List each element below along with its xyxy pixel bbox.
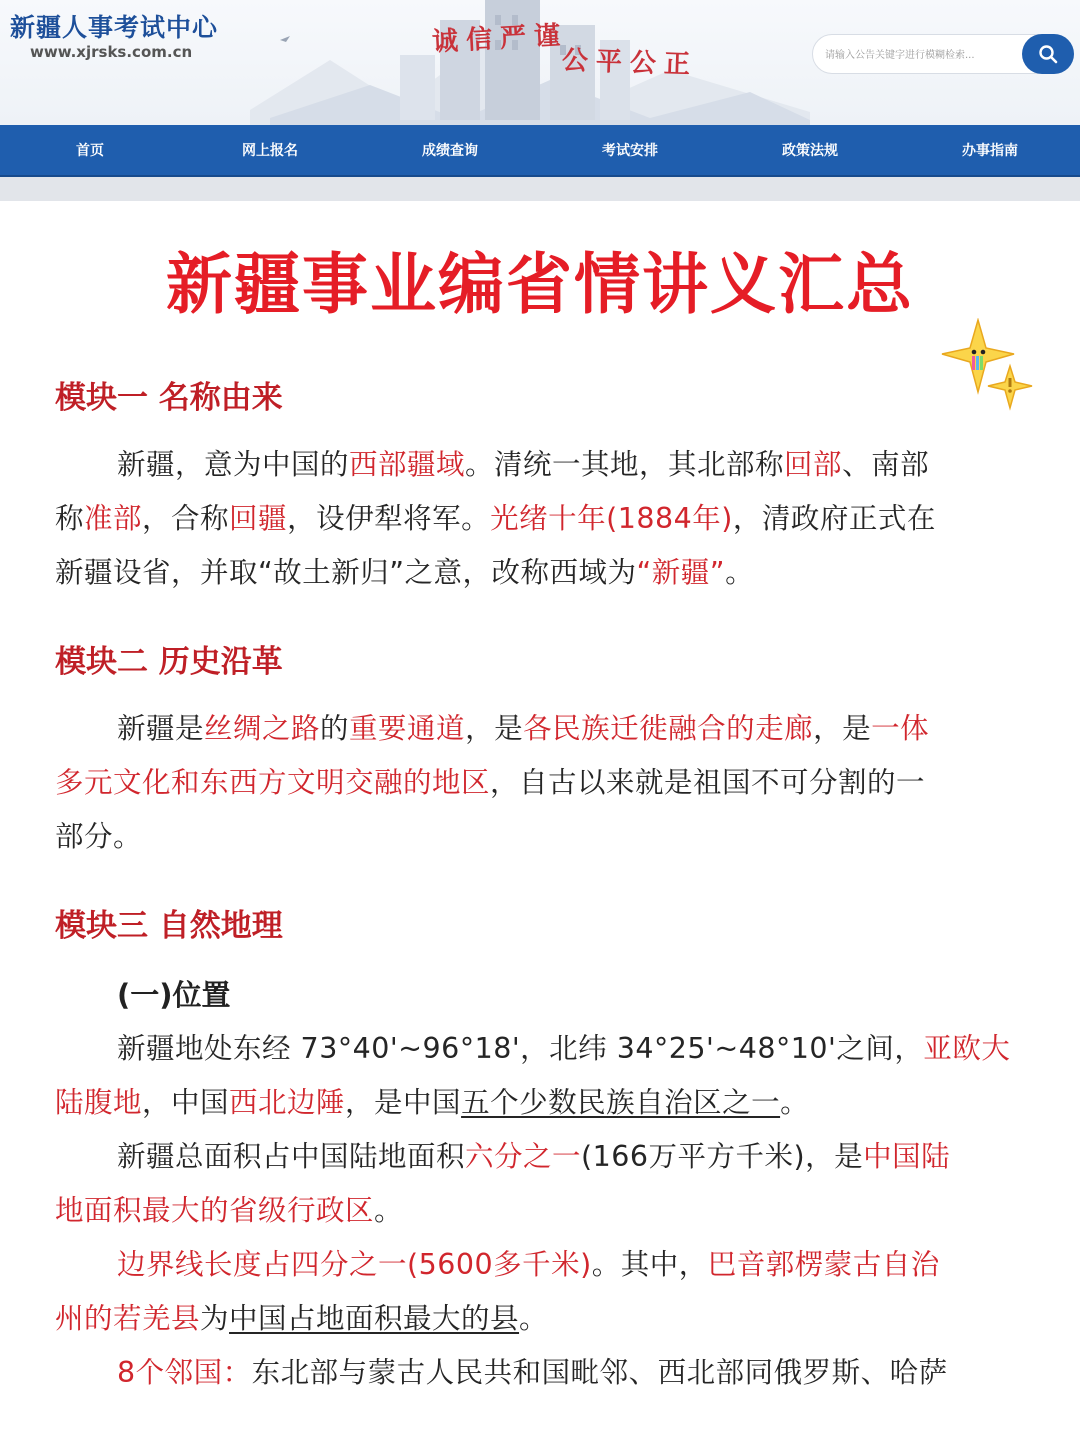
- text-segment: 。其中，: [591, 1248, 708, 1281]
- text-segment: 为: [200, 1302, 230, 1335]
- text-line: [55, 702, 1015, 756]
- text-segment: 。: [374, 1194, 404, 1227]
- text-segment: 新疆设省，并取“故土新归”之意，改称西域为: [55, 556, 637, 589]
- nav-item-home[interactable]: 首页: [76, 143, 104, 159]
- highlight-text: 亚欧大: [923, 1032, 1011, 1065]
- highlight-text: 光绪十年(1884年): [490, 502, 733, 535]
- nav-item-policies[interactable]: 政策法规: [782, 143, 838, 159]
- highlight-text: 准部: [84, 502, 143, 535]
- text-segment: 新疆，意为中国的: [117, 448, 350, 481]
- text-segment: ，中国: [142, 1086, 230, 1119]
- sparkle-stars-icon: [940, 318, 1035, 413]
- search-icon: [1038, 44, 1058, 64]
- text-line: [55, 546, 1015, 600]
- text-line: [55, 1292, 1015, 1346]
- text-line: [55, 1076, 1015, 1130]
- text-segment: 东北部与蒙古人民共和国毗邻、西北部同俄罗斯、哈萨: [251, 1356, 948, 1389]
- text-segment: 部分。: [55, 820, 143, 853]
- text-segment: ，设伊犁将军。: [287, 502, 491, 535]
- module-1-paragraph-cont: [55, 492, 1015, 600]
- text-segment: 。: [519, 1302, 549, 1335]
- slogan-integrity: 诚信严谨: [431, 20, 569, 58]
- underlined-text: 五个少数民族自治区之一: [461, 1086, 781, 1119]
- site-header: [0, 0, 1080, 125]
- highlight-text: 多元文化和东西方文明交融的地区: [55, 766, 491, 799]
- text-segment: 。清统一其地，其北部称: [465, 448, 785, 481]
- text-segment: 新疆地处东经 73°40'~96°18'，北纬 34°25'~48°10'之间，: [117, 1032, 924, 1065]
- highlight-text: “新疆”: [636, 556, 726, 589]
- text-line: [55, 810, 1015, 864]
- text-line: [55, 1238, 1015, 1292]
- text-segment: 的: [320, 712, 350, 745]
- text-segment: ，是中国: [345, 1086, 462, 1119]
- text-line: [55, 1346, 1015, 1400]
- site-name[interactable]: 新疆人事考试中心: [10, 13, 219, 42]
- highlight-text: 六分之一: [465, 1140, 582, 1173]
- module-1-paragraph: [55, 438, 1015, 492]
- text-line: [55, 438, 1015, 492]
- module-3-paragraphs: [55, 1022, 1015, 1400]
- nav-item-scores[interactable]: 成绩查询: [422, 143, 478, 159]
- text-segment: ，合称: [142, 502, 230, 535]
- search-button[interactable]: [1022, 34, 1074, 74]
- text-segment: (166万平方千米)，是: [581, 1140, 864, 1173]
- highlight-text: 中国陆: [863, 1140, 951, 1173]
- module-1-heading: 模块一 名称由来: [55, 380, 283, 416]
- module-2-heading: 模块二 历史沿革: [55, 644, 283, 680]
- highlight-text: 回部: [784, 448, 843, 481]
- slogan-fairness: 公平公正: [561, 45, 699, 81]
- text-segment: 新疆总面积占中国陆地面积: [117, 1140, 466, 1173]
- text-line: [55, 492, 1015, 546]
- module-3-heading: 模块三 自然地理: [55, 908, 283, 944]
- search-input[interactable]: [823, 43, 1017, 67]
- page-title: 新疆事业编省情讲义汇总: [166, 246, 914, 323]
- highlight-text: 陆腹地: [55, 1086, 143, 1119]
- module-2-paragraph-cont: [55, 756, 1015, 864]
- module-2-paragraph: [55, 702, 1015, 756]
- highlight-text: 重要通道: [349, 712, 466, 745]
- highlight-text: 丝绸之路: [204, 712, 321, 745]
- text-segment: 。: [725, 556, 755, 589]
- highlight-text: 巴音郭楞蒙古自治: [707, 1248, 940, 1281]
- site-url[interactable]: www.xjrsks.com.cn: [30, 43, 193, 61]
- text-segment: ，自古以来就是祖国不可分割的一: [490, 766, 926, 799]
- text-line: [55, 1130, 1015, 1184]
- highlight-text: 8个邻国：: [117, 1356, 252, 1389]
- location-subheading: (一)位置: [117, 978, 231, 1012]
- divider-band: [0, 177, 1080, 201]
- text-segment: ，清政府正式在: [732, 502, 936, 535]
- search-box: [812, 34, 1074, 74]
- text-segment: 、南部: [842, 448, 930, 481]
- highlight-text: 西部疆域: [349, 448, 466, 481]
- highlight-text: 一体: [871, 712, 930, 745]
- text-segment: 。: [780, 1086, 810, 1119]
- nav-item-registration[interactable]: 网上报名: [242, 143, 298, 159]
- highlight-text: 回疆: [229, 502, 288, 535]
- text-segment: 称: [55, 502, 85, 535]
- highlight-text: 各民族迁徙融合的走廊: [523, 712, 814, 745]
- text-line: [55, 1184, 1015, 1238]
- text-segment: 新疆是: [117, 712, 205, 745]
- text-line: [55, 1022, 1015, 1076]
- highlight-text: 边界线长度占四分之一(5600多千米): [117, 1248, 592, 1281]
- main-nav: [0, 125, 1080, 177]
- text-segment: ，是: [813, 712, 872, 745]
- highlight-text: 地面积最大的省级行政区: [55, 1194, 375, 1227]
- text-segment: ，是: [465, 712, 524, 745]
- highlight-text: 州的若羌县: [55, 1302, 201, 1335]
- underlined-text: 中国占地面积最大的县: [229, 1302, 520, 1335]
- highlight-text: 西北边陲: [229, 1086, 346, 1119]
- nav-item-guide[interactable]: 办事指南: [962, 143, 1018, 159]
- text-line: [55, 756, 1015, 810]
- nav-item-schedule[interactable]: 考试安排: [602, 143, 658, 159]
